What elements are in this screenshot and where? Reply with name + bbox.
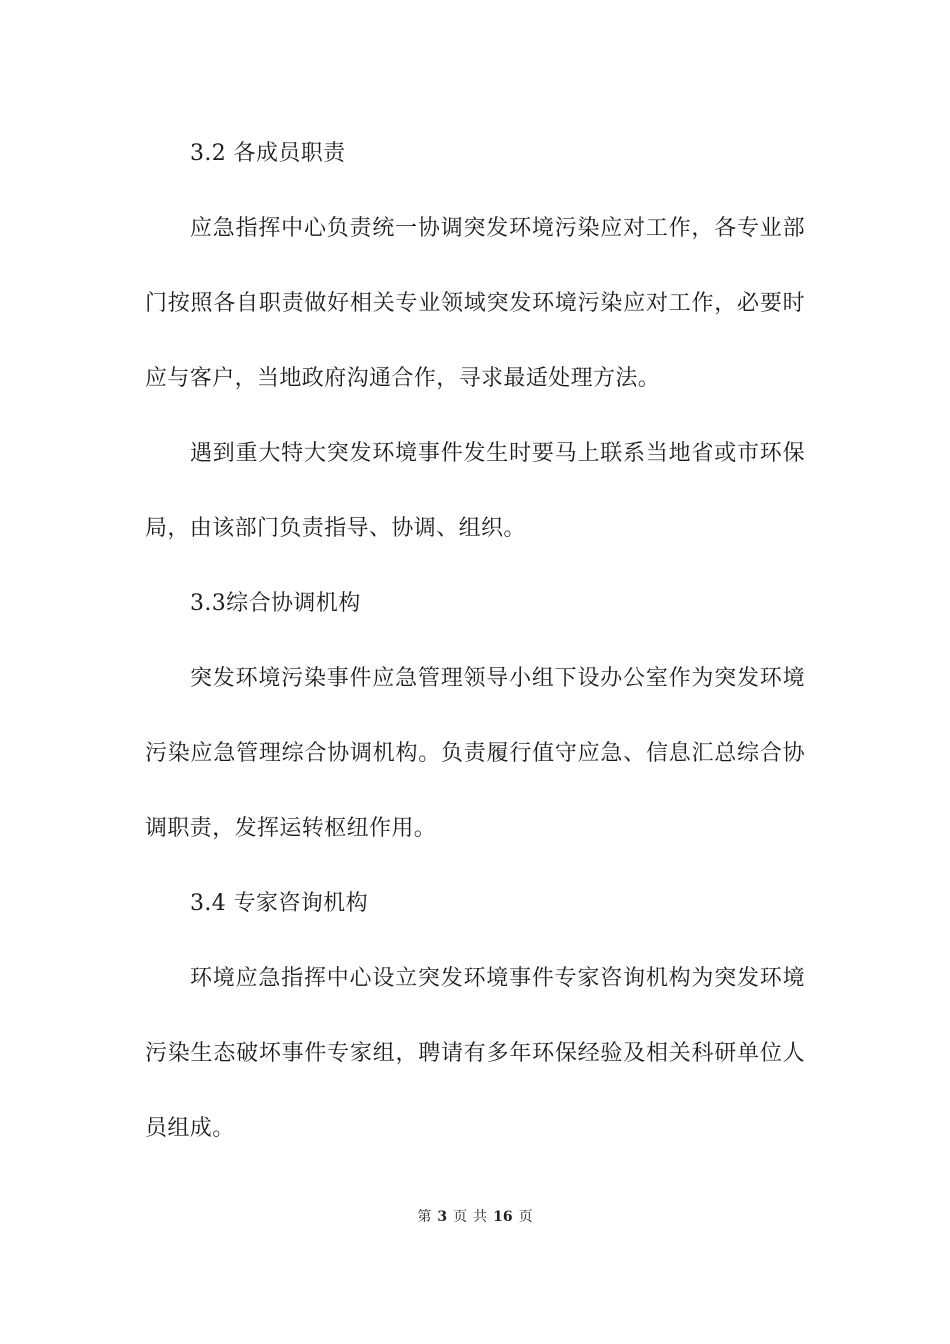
paragraph-line: 突发环境污染事件应急管理领导小组下设办公室作为突发环境 (190, 666, 805, 691)
total-pages: 16 (493, 1209, 513, 1225)
paragraph-line: 应急指挥中心负责统一协调突发环境污染应对工作，各专业部 (190, 216, 805, 241)
paragraph-line: 环境应急指挥中心设立突发环境事件专家咨询机构为突发环境 (190, 966, 805, 991)
paragraph-line: 员组成。 (145, 1116, 235, 1141)
page-number: 3 (437, 1209, 448, 1225)
footer-total-label: 共 (473, 1209, 488, 1225)
page-footer (0, 1207, 950, 1227)
paragraph-line: 遇到重大特大突发环境事件发生时要马上联系当地省或市环保 (190, 441, 805, 466)
paragraph-line: 污染应急管理综合协调机构。负责履行值守应急、信息汇总综合协 (145, 741, 805, 766)
footer-page-label: 页 (453, 1209, 468, 1225)
heading-3-4: 3.4 专家咨询机构 (190, 891, 368, 916)
heading-3-3: 3.3综合协调机构 (190, 591, 361, 616)
footer-prefix: 第 (417, 1209, 432, 1225)
paragraph-line: 调职责，发挥运转枢纽作用。 (145, 816, 437, 841)
paragraph-line: 局，由该部门负责指导、协调、组织。 (145, 516, 526, 541)
paragraph-line: 应与客户，当地政府沟通合作，寻求最适处理方法。 (145, 366, 661, 391)
footer-suffix: 页 (518, 1209, 533, 1225)
heading-3-2: 3.2 各成员职责 (190, 141, 346, 166)
paragraph-line: 门按照各自职责做好相关专业领域突发环境污染应对工作，必要时 (145, 291, 805, 316)
paragraph-line: 污染生态破坏事件专家组，聘请有多年环保经验及相关科研单位人 (145, 1041, 805, 1066)
